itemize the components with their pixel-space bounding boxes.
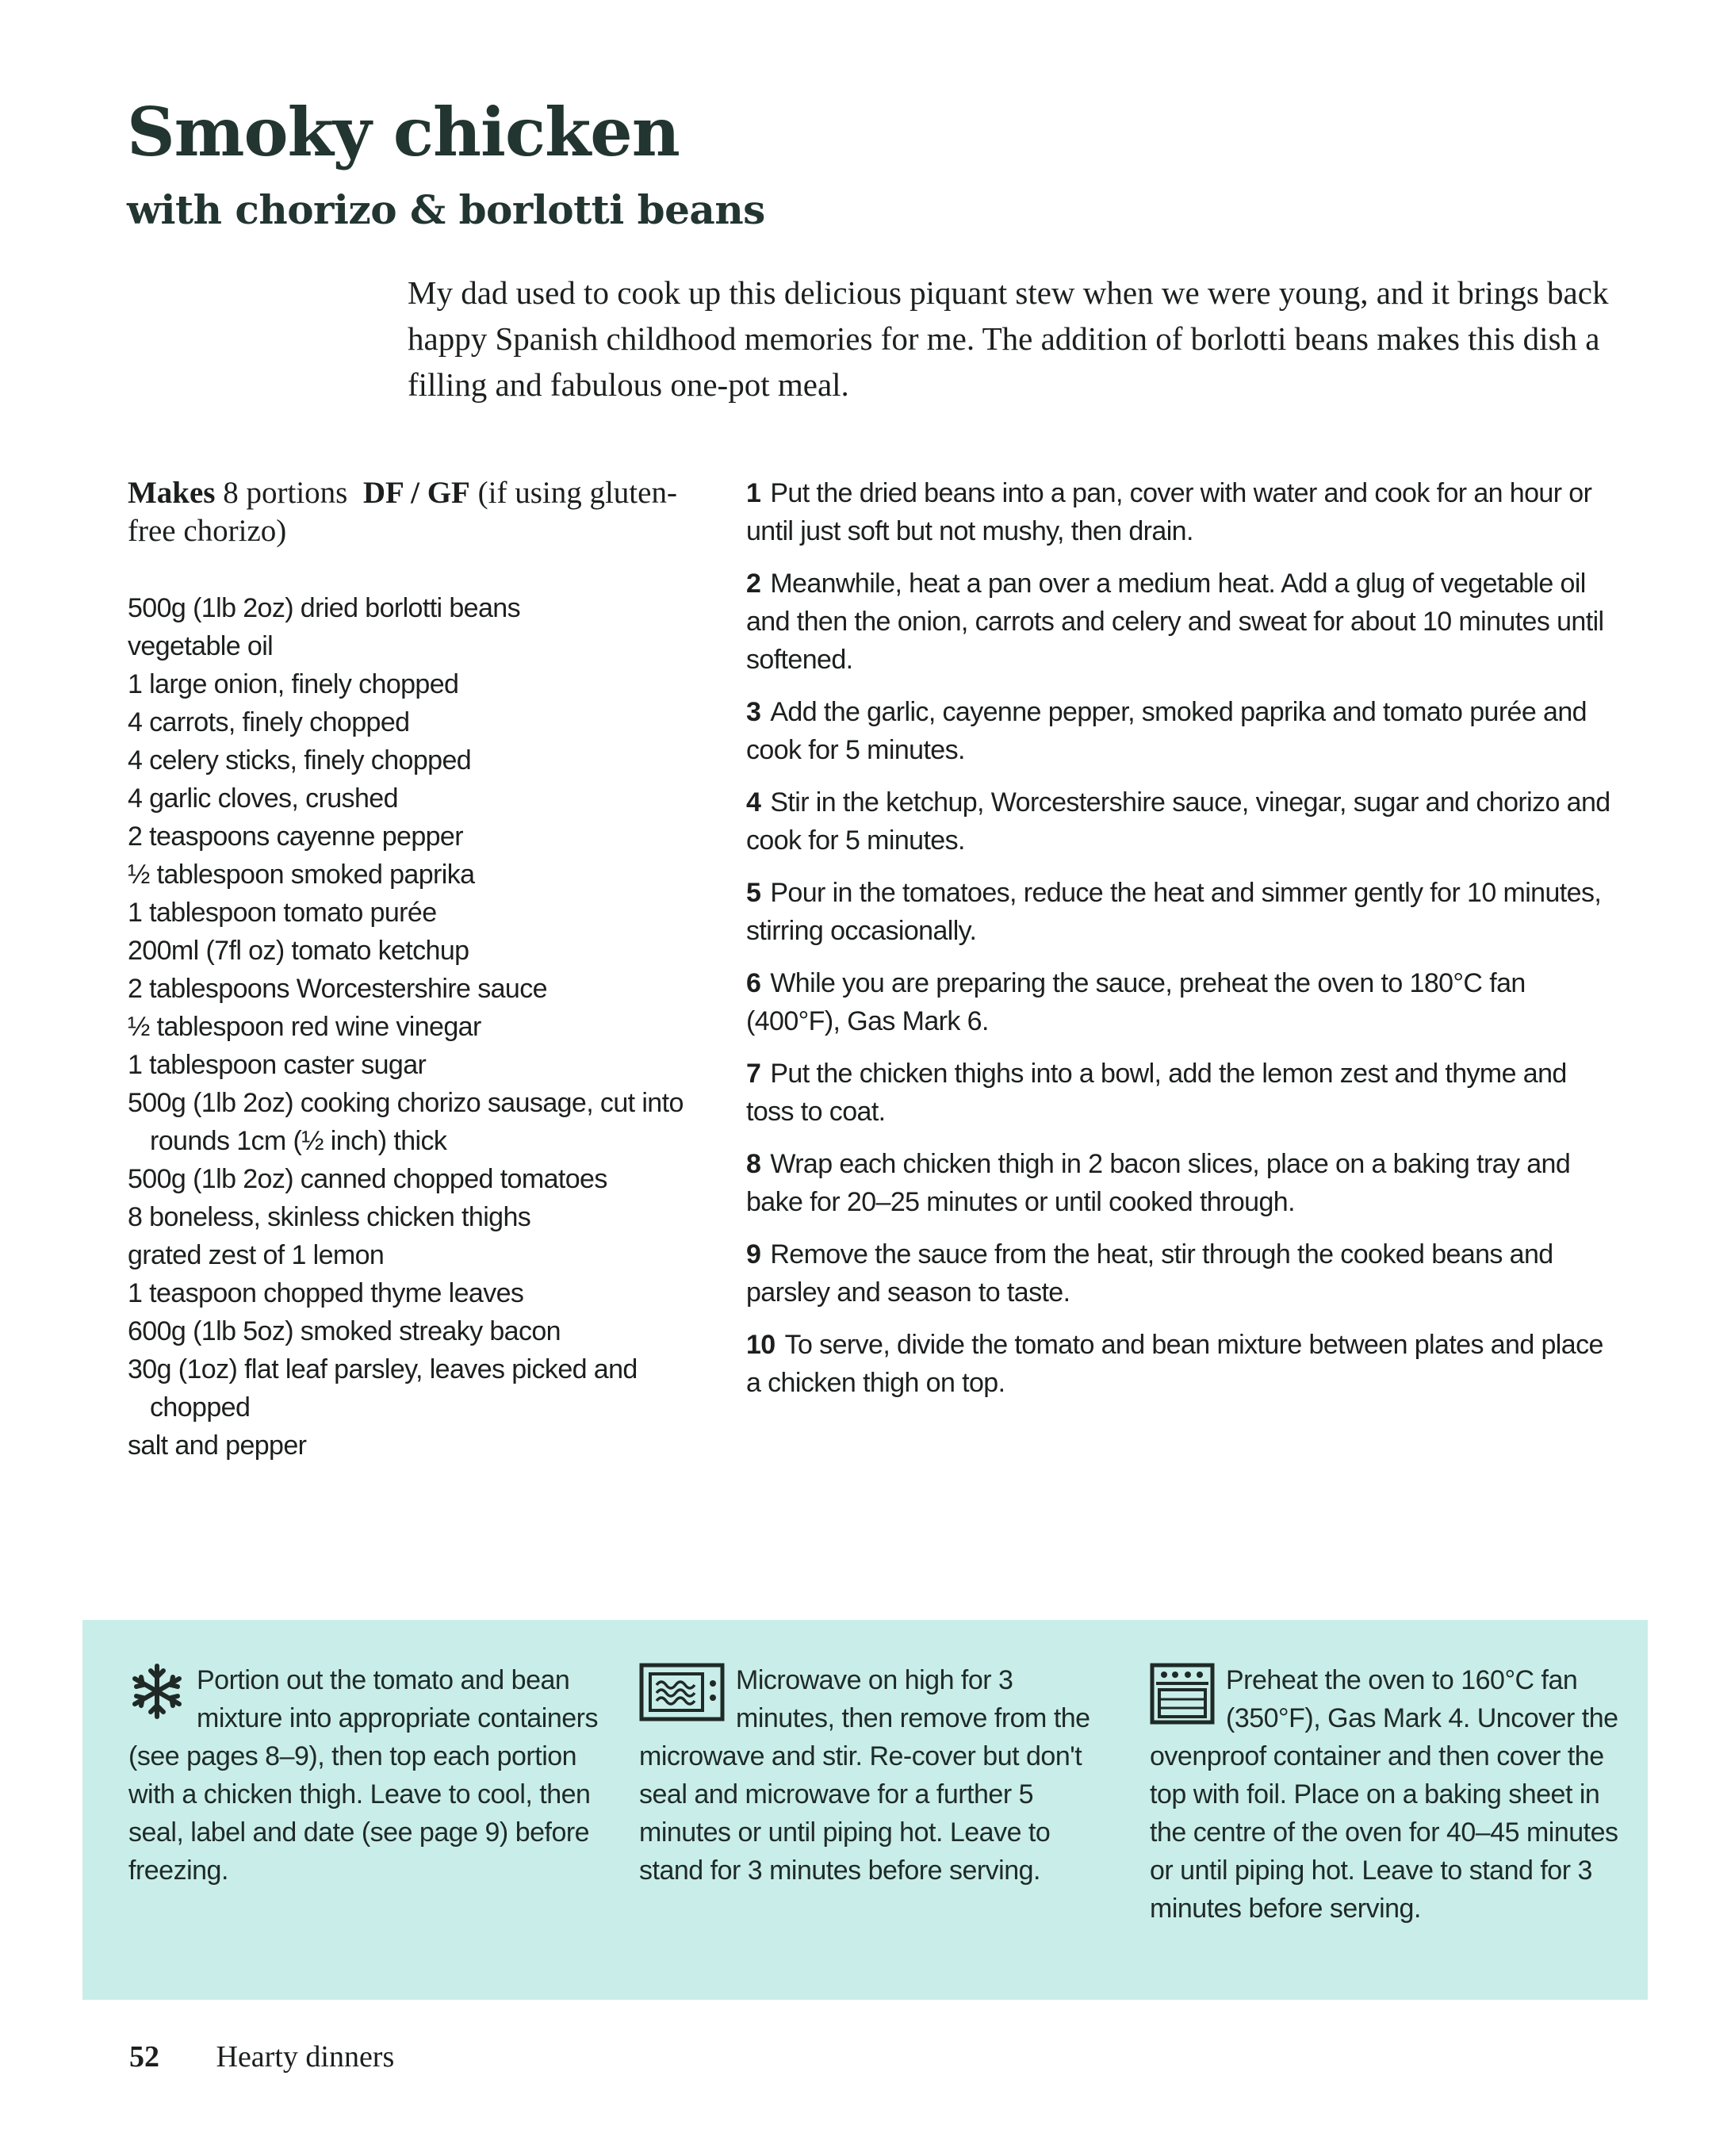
step-number: 1: [746, 478, 761, 508]
method-step: [746, 1055, 1618, 1131]
recipe-subtitle: with chorizo & borlotti beans: [127, 186, 765, 233]
step-text: Remove the sauce from the heat, stir through the cooked beans and parsley and season to taste.: [746, 1239, 1553, 1308]
recipe-title: Smoky chicken: [127, 93, 680, 171]
step-text: Pour in the tomatoes, reduce the heat and simmer gently for 10 minutes, stirring occasionally.: [746, 878, 1602, 946]
ingredient-item: ½ tablespoon red wine vinegar: [128, 1012, 481, 1042]
ingredient-item: ½ tablespoon smoked paprika: [128, 860, 475, 890]
yield-line: [128, 474, 699, 550]
ingredient-item: 500g (1lb 2oz) dried borlotti beans: [128, 593, 520, 623]
step-number: 6: [746, 968, 761, 998]
step-text: While you are preparing the sauce, preheat the oven to 180°C fan (400°F), Gas Mark 6.: [746, 968, 1526, 1036]
ingredient-item: 500g (1lb 2oz) cooking chorizo sausage, cut into rounds 1cm (½ inch) thick: [128, 1088, 684, 1156]
snowflake-icon: [128, 1663, 186, 1730]
ingredient-item: 1 large onion, finely chopped: [128, 669, 459, 699]
method-step: [746, 1145, 1618, 1221]
ingredient-item: 1 tablespoon tomato purée: [128, 898, 437, 928]
step-number: 8: [746, 1149, 761, 1179]
method-step: [746, 874, 1618, 950]
ingredient-list: [128, 589, 699, 1465]
ingredient-item: 200ml (7fl oz) tomato ketchup: [128, 936, 469, 966]
ingredient-item: 500g (1lb 2oz) canned chopped tomatoes: [128, 1164, 607, 1194]
freeze-text: Portion out the tomato and bean mixture into appropriate containers (see pages 8–9), then top each portion with a chicken thigh. Leave to cool, then seal, label and date (see page 9) before freezing.: [128, 1665, 598, 1886]
oven-panel: [1150, 1661, 1626, 1928]
diet-note: (if using gluten-free chorizo): [128, 476, 677, 548]
method-step: [746, 964, 1618, 1040]
page-number: 52: [129, 2040, 159, 2074]
method-step: [746, 1326, 1618, 1402]
ingredient-item: grated zest of 1 lemon: [128, 1240, 385, 1270]
method-step: [746, 474, 1618, 550]
recipe-intro: My dad used to cook up this delicious piquant stew when we were young, and it brings back happy Spanish childhood memories for me. The addition of borlotti beans makes this dish a filling and fabulous one-pot meal.: [408, 274, 1609, 403]
oven-text: Preheat the oven to 160°C fan (350°F), Gas Mark 4. Uncover the ovenproof container and then cover the top with foil. Place on a baking sheet in the centre of the oven for 40–45 minutes or until piping hot. Leave to stand for 3 minutes before serving.: [1150, 1665, 1618, 1924]
step-number: 7: [746, 1059, 761, 1089]
microwave-panel: [639, 1661, 1115, 1890]
method-step: [746, 1235, 1618, 1312]
ingredient-item: 4 carrots, finely chopped: [128, 707, 410, 737]
method-steps: [746, 474, 1618, 1416]
step-text: Add the garlic, cayenne pepper, smoked paprika and tomato purée and cook for 5 minutes.: [746, 697, 1587, 765]
ingredients-column: [128, 474, 699, 1465]
method-step: [746, 783, 1618, 860]
method-step: [746, 565, 1618, 679]
step-text: Put the dried beans into a pan, cover with water and cook for an hour or until just soft but not mushy, then drain.: [746, 478, 1592, 546]
ingredient-item: 600g (1lb 5oz) smoked streaky bacon: [128, 1316, 561, 1346]
ingredient-item: 2 tablespoons Worcestershire sauce: [128, 974, 547, 1004]
section-name: Hearty dinners: [216, 2040, 395, 2074]
step-number: 10: [746, 1330, 776, 1360]
portions: 8 portions: [223, 476, 348, 510]
step-number: 3: [746, 697, 761, 727]
step-number: 2: [746, 569, 761, 599]
freeze-panel: [128, 1661, 604, 1890]
ingredient-item: 4 garlic cloves, crushed: [128, 783, 398, 814]
ingredient-item: 1 tablespoon caster sugar: [128, 1050, 427, 1080]
storage-instructions-box: [82, 1620, 1648, 2000]
ingredient-item: 8 boneless, skinless chicken thighs: [128, 1202, 531, 1232]
method-step: [746, 693, 1618, 769]
step-text: Wrap each chicken thigh in 2 bacon slices, place on a baking tray and bake for 20–25 minutes or until cooked through.: [746, 1149, 1571, 1217]
ingredient-item: 30g (1oz) flat leaf parsley, leaves picked and chopped: [128, 1354, 638, 1423]
step-number: 4: [746, 787, 761, 818]
ingredient-item: vegetable oil: [128, 631, 274, 661]
step-number: 5: [746, 878, 761, 908]
makes-label: Makes: [128, 476, 216, 510]
page-footer: [129, 2035, 394, 2078]
microwave-text: Microwave on high for 3 minutes, then remove from the microwave and stir. Re-cover but don't seal and microwave for a further 5 minutes or until piping hot. Leave to stand for 3 minutes before serving.: [639, 1665, 1090, 1886]
oven-icon: [1150, 1663, 1215, 1735]
ingredient-item: 1 teaspoon chopped thyme leaves: [128, 1278, 524, 1308]
step-number: 9: [746, 1239, 761, 1269]
step-text: Put the chicken thighs into a bowl, add the lemon zest and thyme and toss to coat.: [746, 1059, 1567, 1127]
step-text: Meanwhile, heat a pan over a medium heat. Add a glug of vegetable oil and then the onion, carrots and celery and sweat for about 10 minutes until softened.: [746, 569, 1604, 675]
ingredient-item: 4 celery sticks, finely chopped: [128, 745, 472, 775]
ingredient-item: 2 teaspoons cayenne pepper: [128, 821, 463, 852]
step-text: To serve, divide the tomato and bean mixture between plates and place a chicken thigh on top.: [746, 1330, 1603, 1398]
step-text: Stir in the ketchup, Worcestershire sauce, vinegar, sugar and chorizo and cook for 5 minutes.: [746, 787, 1610, 856]
diet-tags: DF / GF: [362, 476, 470, 510]
microwave-icon: [639, 1663, 725, 1732]
ingredient-item: salt and pepper: [128, 1430, 307, 1461]
